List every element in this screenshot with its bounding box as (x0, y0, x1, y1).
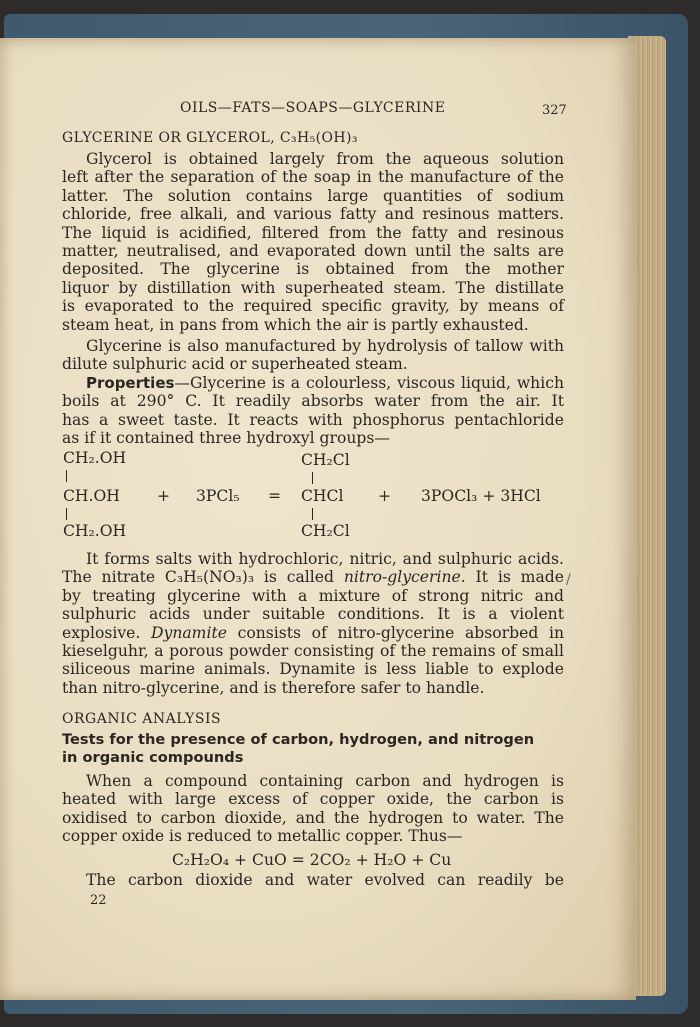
subheading: Tests for the presence of carbon, hydrogen, and nitrogen in organic compounds (62, 731, 535, 766)
paragraph-4 (62, 550, 564, 697)
text-line: siliceous marine animals. Dynamite is less liable to explode (62, 660, 564, 679)
reagent: 3PCl₅ (196, 487, 240, 505)
text-line: steam heat, in pans from which the air is partly exhausted. (62, 315, 529, 334)
paragraph-5 (62, 772, 564, 846)
text-line: The carbon dioxide and water evolved can readily be (86, 871, 564, 889)
paragraph-6 (62, 871, 564, 889)
text-line: boils at 290° C. It readily absorbs water from the air. It (62, 392, 564, 411)
text-line: liquor by distillation with superheated steam. The distillate (62, 278, 564, 297)
text-line: Glycerol is obtained largely from the aqueous solution (86, 150, 564, 168)
bond-line (66, 508, 67, 520)
bond-line (312, 472, 313, 484)
text-run: explosive. (62, 623, 152, 642)
text-line: copper oxide is reduced to metallic copper. Thus— (62, 827, 463, 846)
text-line: as if it contained three hydroxyl groups— (62, 429, 390, 448)
paragraph-1 (62, 150, 564, 334)
paragraph-3 (62, 374, 564, 448)
text-run: It is made (465, 568, 564, 587)
bond-line (312, 508, 313, 520)
text-line: kieselguhr, a porous powder consisting of the remains of small (62, 642, 564, 661)
text-run: consists of nitro-glycerine absorbed in (226, 623, 565, 642)
text-run: —Glycerine is a colourless, viscous liquid, which (174, 374, 564, 392)
signature-mark: 22 (90, 893, 107, 908)
text-line: When a compound containing carbon and hydrogen is (86, 772, 564, 790)
text-run: The nitrate C₃H₅(NO₃)₃ is called (62, 568, 344, 587)
section-heading: GLYCERINE OR GLYCEROL, C₃H₅(OH)₃ (62, 130, 358, 146)
text-line: by treating glycerine with a mixture of strong nitric and (62, 586, 564, 605)
text-line: sulphuric acids under suitable conditions. It is a violent (62, 605, 564, 624)
copper-oxide-equation: C₂H₂O₄ + CuO = 2CO₂ + H₂O + Cu (172, 851, 452, 869)
bond-line (66, 470, 67, 482)
reactant-top-group: CH₂.OH (63, 449, 127, 467)
products: 3POCl₃ + 3HCl (421, 487, 541, 505)
properties-label: Properties (86, 374, 175, 392)
text-line: left after the separation of the soap in the manufacture of the (62, 168, 564, 187)
text-line: dilute sulphuric acid or superheated steam. (62, 355, 408, 374)
text-line (62, 624, 564, 642)
product-middle-group: CHCl (301, 487, 344, 505)
text-line: heated with large excess of copper oxide, the carbon is (62, 790, 564, 809)
text-line (62, 374, 564, 392)
reactant-middle-group: CH.OH (63, 487, 120, 505)
text-line: Glycerine is also manufactured by hydrolysis of tallow with (86, 337, 564, 355)
text-line: It forms salts with hydrochloric, nitric, and sulphuric acids. (86, 550, 564, 568)
text-line: has a sweet taste. It reacts with phosphorus pentachloride (62, 410, 564, 429)
pencil-mark: / (566, 572, 571, 588)
paragraph-2 (62, 337, 564, 374)
reactant-bottom-group: CH₂.OH (63, 522, 127, 540)
text-line: is evaporated to the required specific gravity, by means of (62, 297, 564, 316)
nitro-glycerine-term: nitro-glycerine. (343, 568, 466, 587)
plus-sign: + (157, 487, 171, 505)
text-line: chloride, free alkali, and various fatty and resinous matters. (62, 205, 564, 224)
text-line: matter, neutralised, and evaporated down until the salts are (62, 242, 564, 261)
running-head: OILS—FATS—SOAPS—GLYCERINE (180, 100, 446, 116)
text-line (62, 568, 564, 586)
equals-sign: = (268, 487, 282, 505)
section-heading-2: ORGANIC ANALYSIS (62, 711, 222, 727)
text-line: latter. The solution contains large quantities of sodium (62, 186, 564, 205)
plus-sign: + (378, 487, 392, 505)
dynamite-term: Dynamite (151, 623, 227, 642)
text-line: oxidised to carbon dioxide, and the hydrogen to water. The (62, 808, 564, 827)
text-line: The liquid is acidified, filtered from the fatty and resinous (62, 223, 564, 242)
product-top-group: CH₂Cl (301, 451, 350, 469)
product-bottom-group: CH₂Cl (301, 522, 350, 540)
page-number: 327 (542, 103, 567, 118)
text-line: deposited. The glycerine is obtained from the mother (62, 260, 564, 279)
text-line: than nitro-glycerine, and is therefore safer to handle. (62, 678, 485, 697)
